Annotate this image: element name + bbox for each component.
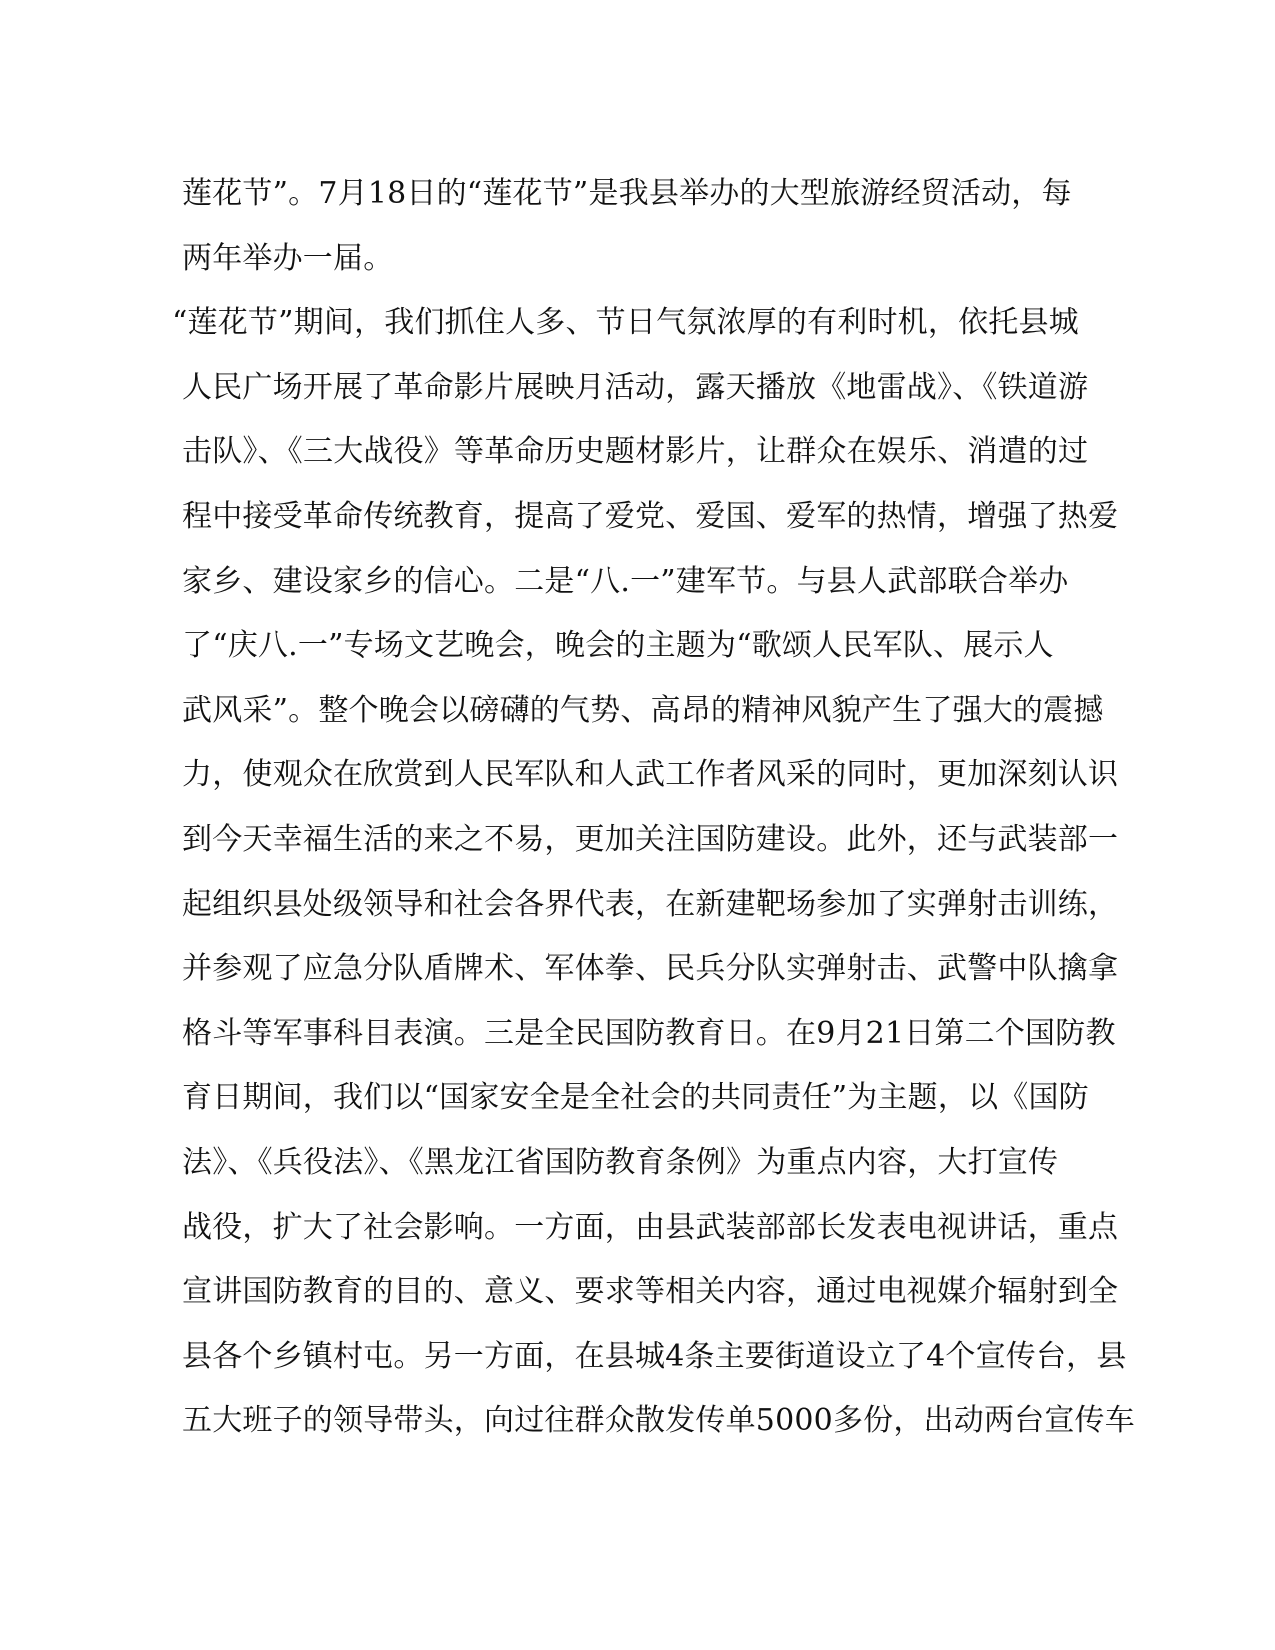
text-line: 法》、《兵役法》、《黑龙江省国防教育条例》为重点内容，大打宣传 [182, 1144, 1059, 1180]
text-line: 人民广场开展了革命影片展映月活动，露天播放《地雷战》、《铁道游 [182, 369, 1089, 405]
text-line: 了“庆八.一”专场文艺晚会，晚会的主题为“歌颂人民军队、展示人 [182, 628, 1054, 664]
text-line: 击队》、《三大战役》等革命历史题材影片，让群众在娱乐、消遣的过 [182, 434, 1089, 470]
text-line: 莲花节”。7月18日的“莲花节”是我县举办的大型旅游经贸活动，每 [182, 176, 1072, 211]
text-line: 格斗等军事科目表演。三是全民国防教育日。在9月21日第二个国防教 [182, 1015, 1116, 1051]
text-line: 到今天幸福生活的来之不易，更加关注国防建设。此外，还与武装部一 [182, 821, 1119, 857]
text-line: 两年举办一届。 [182, 240, 394, 276]
text-line: 育日期间，我们以“国家安全是全社会的共同责任”为主题，以《国防 [182, 1080, 1089, 1116]
body-text [172, 162, 1135, 1454]
text-line: 并参观了应急分队盾牌术、军体拳、民兵分队实弹射击、武警中队擒拿 [182, 951, 1119, 987]
text-line: “莲花节”期间，我们抓住人多、节日气氛浓厚的有利时机，依托县城 [172, 305, 1079, 341]
text-line: 家乡、建设家乡的信心。二是“八.一”建军节。与县人武部联合举办 [182, 563, 1069, 599]
text-line: 五大班子的领导带头，向过往群众散发传单5000多份，出动两台宣传车 [182, 1403, 1135, 1439]
text-line: 力，使观众在欣赏到人民军队和人武工作者风采的同时，更加深刻认识 [182, 757, 1119, 793]
text-line: 程中接受革命传统教育，提高了爱党、爱国、爱军的热情，增强了热爱 [182, 498, 1119, 534]
text-line: 宣讲国防教育的目的、意义、要求等相关内容，通过电视媒介辐射到全 [182, 1274, 1119, 1310]
text-line: 起组织县处级领导和社会各界代表，在新建靶场参加了实弹射击训练， [182, 886, 1119, 922]
text-line: 县各个乡镇村屯。另一方面，在县城4条主要街道设立了4个宣传台，县 [182, 1338, 1127, 1374]
text-line: 武风采”。整个晚会以磅礴的气势、高昂的精神风貌产生了强大的震撼 [182, 692, 1104, 728]
text-line: 战役，扩大了社会影响。一方面，由县武装部部长发表电视讲话，重点 [182, 1209, 1119, 1245]
